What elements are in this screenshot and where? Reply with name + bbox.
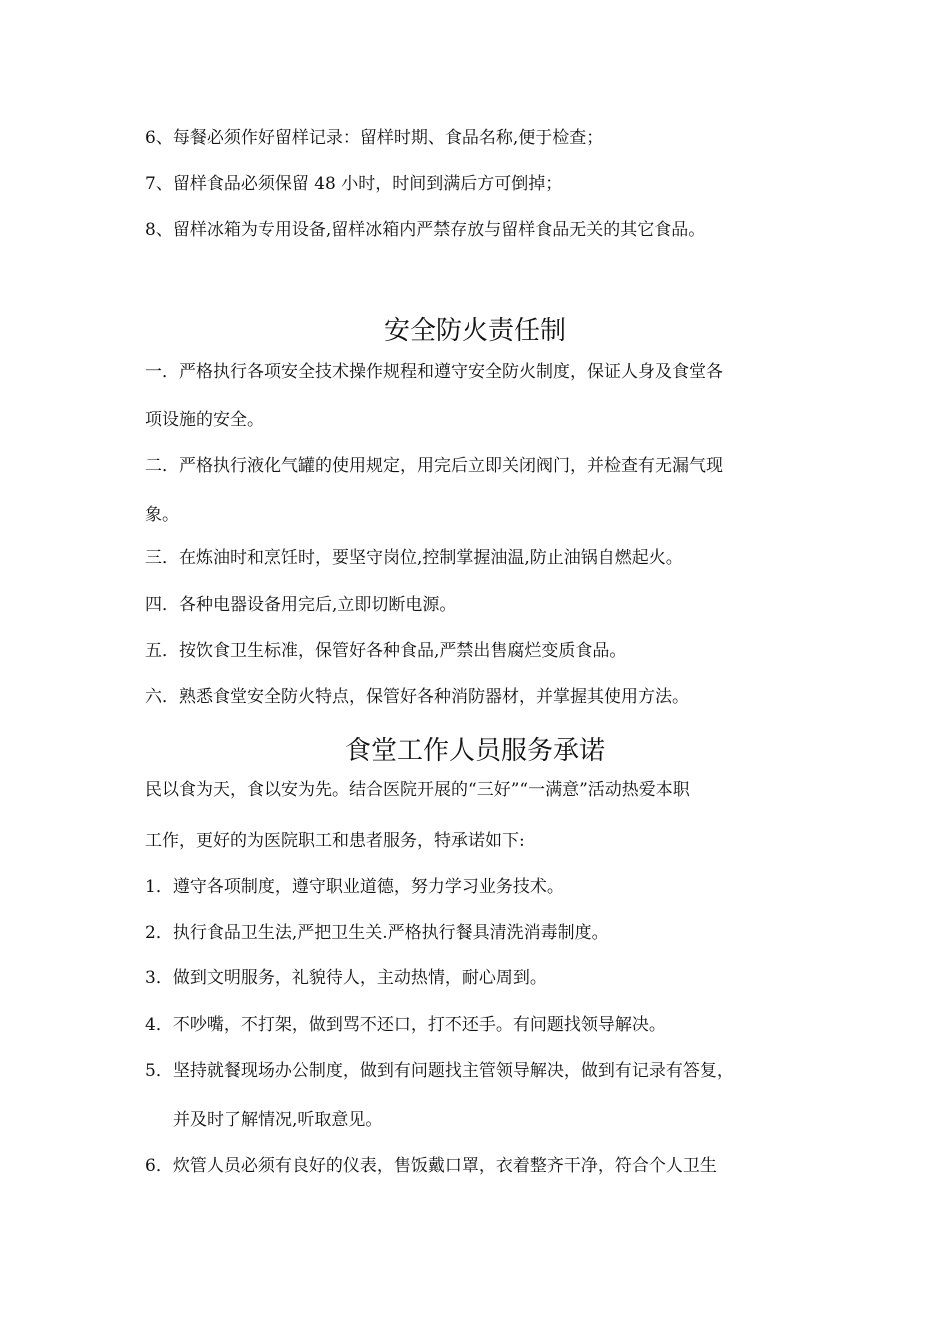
pledge-intro-line: 工作，更好的为医院职工和患者服务，特承诺如下: bbox=[145, 831, 525, 851]
fire-safety-line: 六．熟悉食堂安全防火特点，保管好各种消防器材，并掌握其使用方法。 bbox=[145, 687, 689, 707]
fire-safety-line: 一．严格执行各项安全技术操作规程和遵守安全防火制度，保证人身及食堂各 bbox=[145, 362, 723, 382]
pledge-item-continuation: 并及时了解情况,听取意见。 bbox=[173, 1110, 383, 1130]
fire-safety-line: 二．严格执行液化气罐的使用规定，用完后立即关闭阀门，并检查有无漏气现 bbox=[145, 456, 723, 476]
staff-pledge-title: 食堂工作人员服务承诺 bbox=[344, 736, 605, 766]
fire-safety-line: 四．各种电器设备用完后,立即切断电源。 bbox=[145, 595, 457, 615]
pledge-item: 4．不吵嘴，不打架，做到骂不还口，打不还手。有问题找领导解决。 bbox=[145, 1015, 666, 1035]
fire-safety-line: 三．在炼油时和烹饪时，要坚守岗位,控制掌握油温,防止油锅自燃起火。 bbox=[145, 548, 683, 568]
fire-safety-title: 安全防火责任制 bbox=[383, 316, 566, 346]
pledge-item: 1．遵守各项制度，遵守职业道德，努力学习业务技术。 bbox=[145, 877, 564, 897]
pledge-item: 3．做到文明服务，礼貌待人，主动热情，耐心周到。 bbox=[145, 968, 547, 988]
fire-safety-line: 象。 bbox=[145, 505, 179, 525]
pledge-intro-line: 民以食为天，食以安为先。结合医院开展的“三好”“一满意”活动热爱本职 bbox=[145, 780, 690, 800]
list-item-8: 8、留样冰箱为专用设备,留样冰箱内严禁存放与留样食品无关的其它食品。 bbox=[145, 220, 706, 240]
list-item-7: 7、留样食品必须保留 48 小时，时间到满后方可倒掉； bbox=[145, 174, 563, 194]
pledge-item: 5．坚持就餐现场办公制度，做到有问题找主管领导解决，做到有记录有答复， bbox=[145, 1061, 734, 1081]
fire-safety-line: 五．按饮食卫生标准，保管好各种食品,严禁出售腐烂变质食品。 bbox=[145, 641, 627, 661]
fire-safety-line: 项设施的安全。 bbox=[145, 410, 264, 430]
pledge-item: 2．执行食品卫生法,严把卫生关.严格执行餐具清洗消毒制度。 bbox=[145, 923, 609, 943]
pledge-item: 6．炊管人员必须有良好的仪表，售饭戴口罩，衣着整齐干净，符合个人卫生 bbox=[145, 1156, 717, 1176]
list-item-6: 6、每餐必须作好留样记录：留样时期、食品名称,便于检查； bbox=[145, 128, 604, 148]
